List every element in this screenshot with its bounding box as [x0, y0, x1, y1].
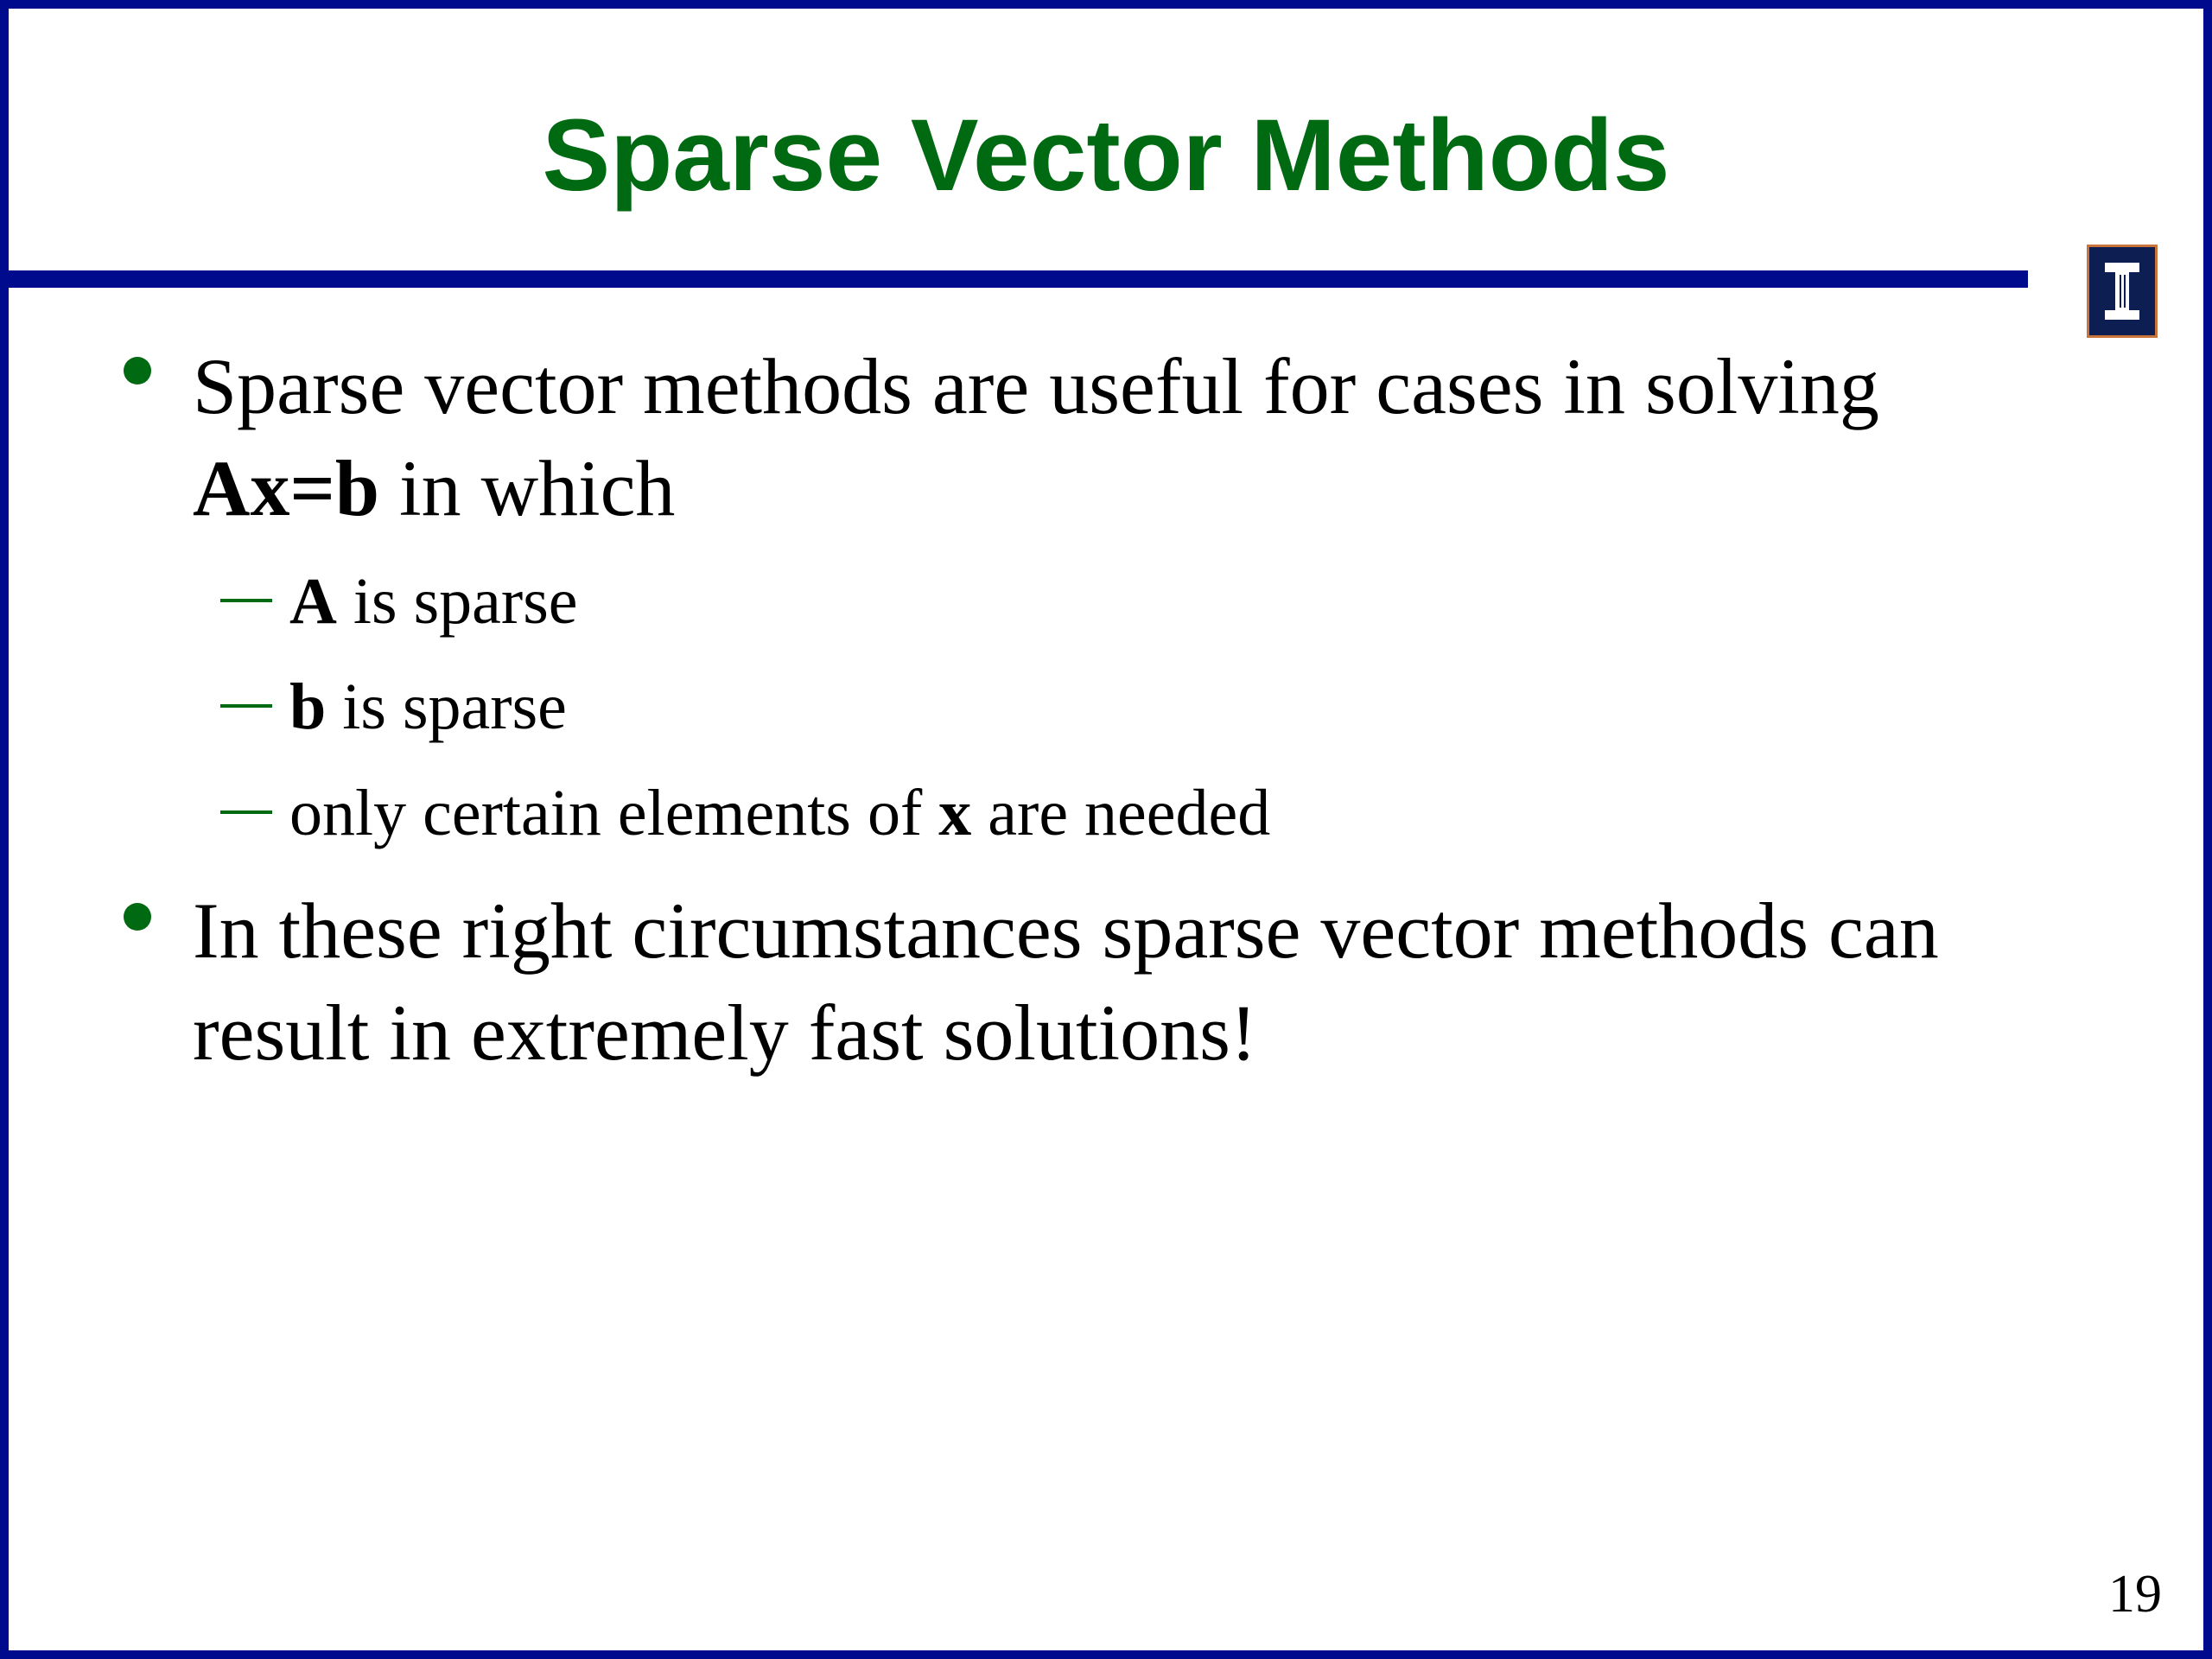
page-number: 19: [2108, 1565, 2162, 1624]
vector-x-symbol: x: [938, 777, 972, 849]
sub-bullet-marker: [220, 599, 272, 602]
bullet-marker: [124, 903, 151, 931]
sub-item-x-after: are needed: [971, 777, 1271, 849]
sub-item-a-sparse: [289, 562, 2018, 641]
sub-bullet-marker: [220, 810, 272, 814]
bullet-list: [9, 9, 2203, 1650]
bullet-item-1-line-2: [193, 437, 2128, 539]
sub-item-b-text: is sparse: [326, 671, 567, 743]
matrix-a-symbol: A: [289, 565, 337, 638]
bullet-item-2-line-2: result in extremely fast solutions!: [193, 988, 1257, 1077]
bullet-item-1: [193, 335, 2128, 539]
bullet-marker: [124, 357, 151, 385]
bullet-item-1-line-1: Sparse vector methods are useful for cases in solving: [193, 342, 1879, 430]
equation-ax-b: Ax=b: [193, 444, 380, 532]
sub-item-b-sparse: [289, 667, 2018, 747]
sub-item-a-text: is sparse: [336, 565, 578, 638]
sub-item-x-needed: [289, 773, 2018, 853]
bullet-item-2-line-1: In these right circumstances sparse vector methods can: [193, 887, 1939, 975]
vector-b-symbol: b: [289, 671, 327, 743]
bullet-item-1-line-2-rest: in which: [379, 444, 676, 532]
bullet-item-2: [193, 880, 2128, 1084]
sub-item-x-before: only certain elements of: [289, 777, 939, 849]
sub-bullet-marker: [220, 704, 272, 708]
slide-title: Sparse Vector Methods: [542, 99, 1670, 213]
